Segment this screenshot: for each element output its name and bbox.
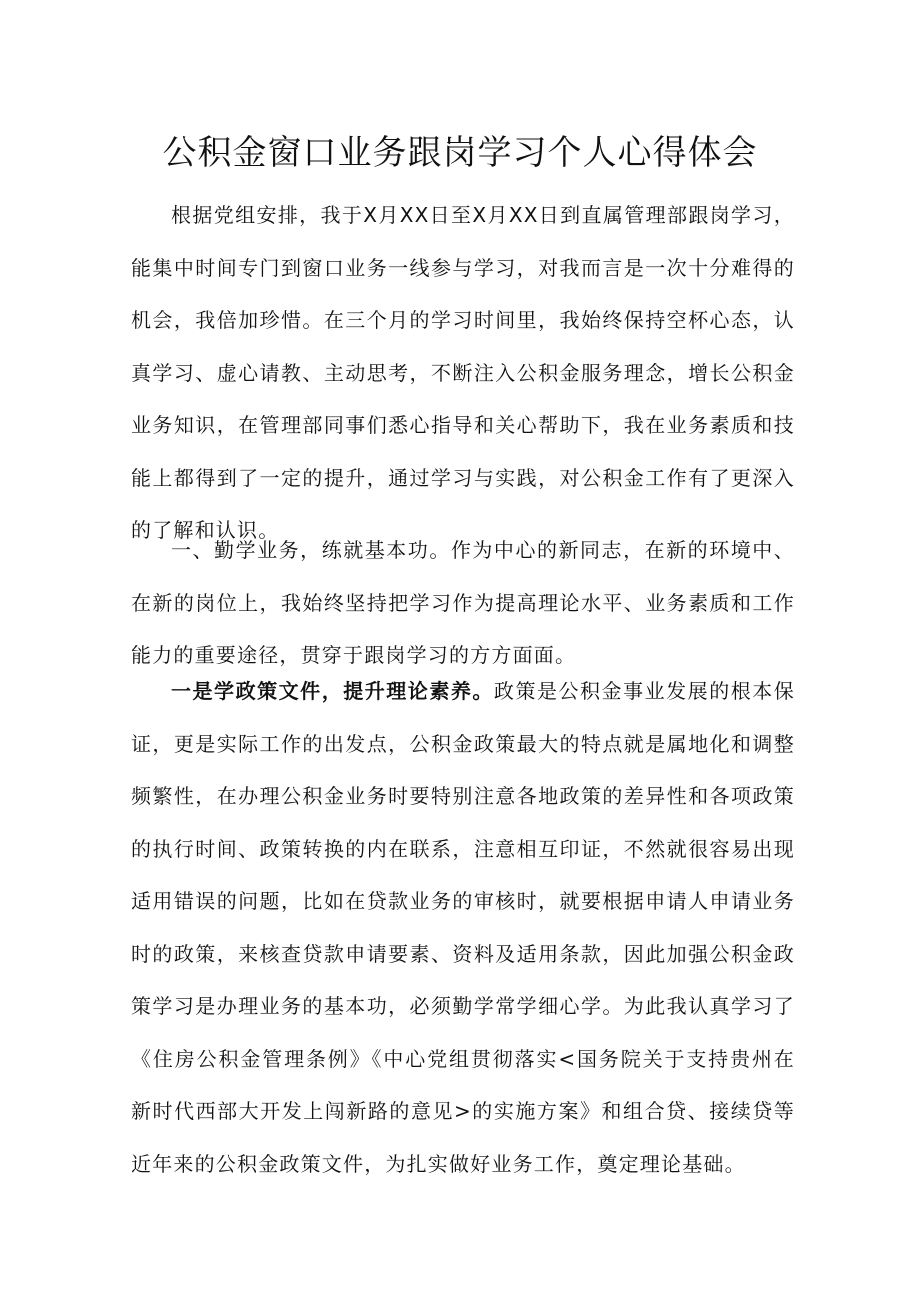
paragraph-policy-study-text: 政策是公积金事业发展的根本保证，更是实际工作的出发点，公积金政策最大的特点就是属地化和调整频繁性，在办理公积金业务时要特别注意各地政策的差异性和各项政策的执行时间、政策转换的内在联系，注意相互印证，不然就很容易出现适用错误的问题，比如在贷款业务的审核时，就要根据申请人申请业务时的政策，来核查贷款申请要素、资料及适用条款，因此加强公积金政策学习是办理业务的基本功，必须勤学常学细心学。为此我认真学习了《住房公积金管理条例》《中心党组贯彻落实<国务院关于支持贵州在新时代西部大开发上闯新路的意见>的实施方案》和组合贷、接续贷等近年来的公积金政策文件，为扎实做好业务工作，奠定理论基础。 [131,679,795,1176]
paragraph-policy-study-lead: 一是学政策文件，提升理论素养。 [171,679,494,703]
paragraph-section-one [131,524,795,682]
paragraph-section-one-text: 一、勤学业务，练就基本功。作为中心的新同志，在新的环境中、在新的岗位上，我始终坚持把学习作为提高理论水平、业务素质和工作能力的重要途径，贯穿于跟岗学习的方方面面。 [131,538,795,667]
paragraph-intro-text: 根据党组安排，我于X月XX日至X月XX日到直属管理部跟岗学习，能集中时间专门到窗口业务一线参与学习，对我而言是一次十分难得的机会，我倍加珍惜。在三个月的学习时间里，我始终保持空杯心态，认真学习、虚心请教、主动思考，不断注入公积金服务理念，增长公积金业务知识，在管理部同事们悉心指导和关心帮助下，我在业务素质和技能上都得到了一定的提升，通过学习与实践，对公积金工作有了更深入的了解和认识。 [131,203,795,542]
paragraph-intro [131,189,795,557]
paragraph-policy-study [131,665,795,1190]
document-title: 公积金窗口业务跟岗学习个人心得体会 [162,133,758,173]
